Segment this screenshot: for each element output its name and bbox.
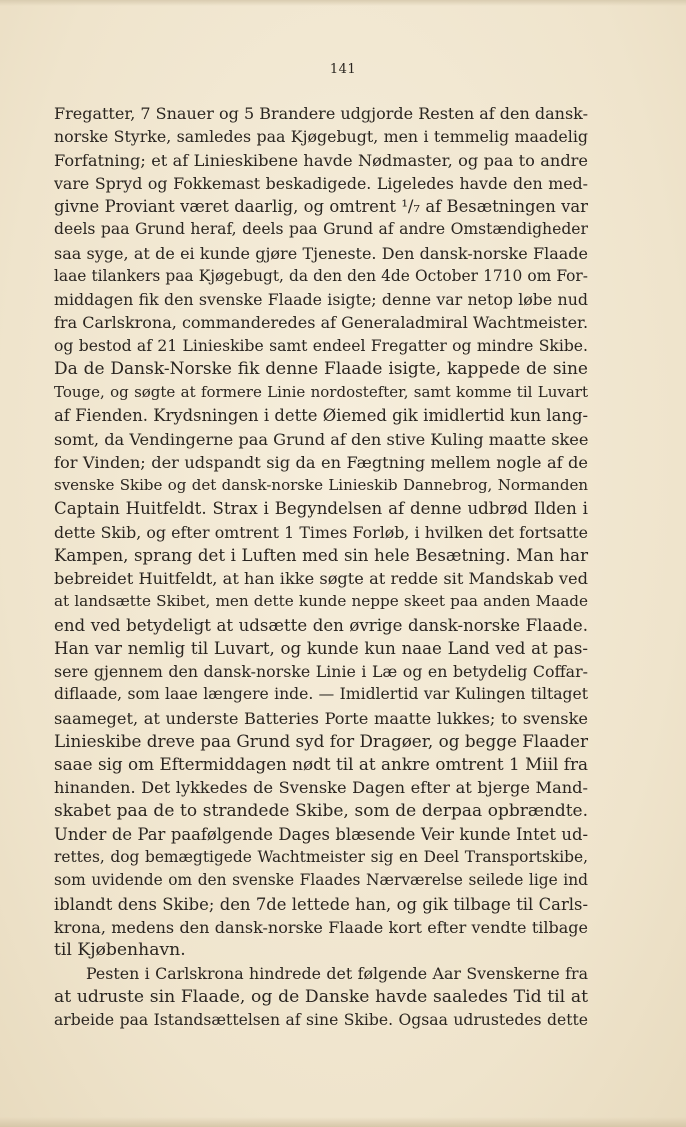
text-line: skabet paa de to strandede Skibe, som de derpaa opbrændte.	[54, 800, 588, 821]
text-line: for Vinden; der udspandt sig da en Fægtning mellem nogle af de	[54, 452, 588, 472]
text-line: saae sig om Eftermiddagen nødt til at ankre omtrent 1 Miil fra	[54, 754, 588, 774]
text-line: givne Proviant været daarlig, og omtrent ¹/₇ af Besætningen var	[54, 197, 588, 216]
text-line: rettes, dog bemægtigede Wachtmeister sig en Deel Transportskibe,	[54, 848, 588, 866]
text-line: svenske Skibe og det dansk-norske Linieskib Dannebrog, Normanden	[54, 476, 588, 494]
text-line: arbeide paa Istandsættelsen af sine Skibe. Ogsaa udrustedes dette	[54, 1010, 588, 1029]
text-line: vare Spryd og Fokkemast beskadigede. Ligeledes havde den med-	[54, 173, 588, 193]
page-number: 141	[329, 62, 357, 77]
page-bottom-edge	[0, 1117, 686, 1127]
text-line: Fregatter, 7 Snauer og 5 Brandere udgjorde Resten af den dansk-	[54, 104, 588, 123]
text-line: Forfatning; et af Linieskibene havde Nødmaster, og paa to andre	[54, 150, 588, 170]
text-line: hinanden. Det lykkedes de Svenske Dagen efter at bjerge Mand-	[54, 778, 588, 798]
body-text	[54, 102, 588, 1032]
text-line: diflaade, som laae længere inde. — Imidlertid var Kulingen tiltaget	[54, 685, 588, 704]
text-line: norske Styrke, samledes paa Kjøgebugt, men i temmelig maadelig	[54, 127, 588, 147]
text-line: Captain Huitfeldt. Strax i Begyndelsen af denne udbrød Ilden i	[54, 499, 588, 519]
text-line: Kampen, sprang det i Luften med sin hele Besætning. Man har	[54, 545, 588, 565]
text-line: af Fienden. Krydsningen i dette Øiemed gik imidlertid kun lang-	[54, 406, 588, 426]
text-line: somt, da Vendingerne paa Grund af den stive Kuling maatte skee	[54, 429, 589, 449]
text-line: Da de Dansk-Norske fik denne Flaade isigte, kappede de sine	[54, 358, 588, 379]
text-line: bebreidet Huitfeldt, at han ikke søgte at redde sit Mandskab ved	[54, 569, 588, 588]
text-line: saameget, at underste Batteries Porte maatte lukkes; to svenske	[54, 708, 588, 728]
text-line: dette Skib, og efter omtrent 1 Times Forløb, i hvilken det fortsatte	[54, 522, 588, 542]
paragraph-start-line: Pesten i Carlskrona hindrede det følgende Aar Svenskerne fra	[86, 964, 588, 984]
text-line: Under de Par paafølgende Dages blæsende Veir kunde Intet ud-	[54, 824, 588, 844]
page-top-edge	[0, 0, 686, 6]
text-line: krona, medens den dansk-norske Flaade kort efter vendte tilbage	[54, 917, 588, 937]
text-line: end ved betydeligt at udsætte den øvrige dansk-norske Flaade.	[54, 615, 588, 635]
text-line: som uvidende om den svenske Flaades Nærværelse seilede lige ind	[54, 871, 588, 890]
text-line: iblandt dens Skibe; den 7de lettede han, og gik tilbage til Carls-	[54, 894, 588, 914]
text-line: at landsætte Skibet, men dette kunde neppe skeet paa anden Maade	[54, 592, 588, 611]
text-line: saa syge, at de ei kunde gjøre Tjeneste. Den dansk-norske Flaade	[54, 243, 588, 263]
text-line: Touge, og søgte at formere Linie nordostefter, samt komme til Luvart	[54, 383, 588, 401]
text-line: at udruste sin Flaade, og de Danske havde saaledes Tid til at	[54, 986, 588, 1007]
text-line: og bestod af 21 Linieskibe samt endeel Fregatter og mindre Skibe.	[54, 336, 588, 355]
text-line: deels paa Grund heraf, deels paa Grund af andre Omstændigheder	[54, 220, 588, 239]
paragraph-end-line: til Kjøbenhavn.	[54, 940, 186, 960]
text-line: fra Carlskrona, commanderedes af Generaladmiral Wachtmeister.	[54, 313, 589, 333]
text-line: Han var nemlig til Luvart, og kunde kun naae Land ved at pas-	[54, 638, 588, 658]
text-line: Linieskibe dreve paa Grund syd for Dragøer, og begge Flaader	[54, 730, 588, 751]
text-line: sere gjennem den dansk-norske Linie i Læ og en betydelig Coffar-	[54, 662, 588, 681]
text-line: laae tilankers paa Kjøgebugt, da den den 4de October 1710 om For-	[54, 266, 588, 285]
text-line: middagen fik den svenske Flaade isigte; denne var netop løbe nud	[54, 290, 588, 309]
